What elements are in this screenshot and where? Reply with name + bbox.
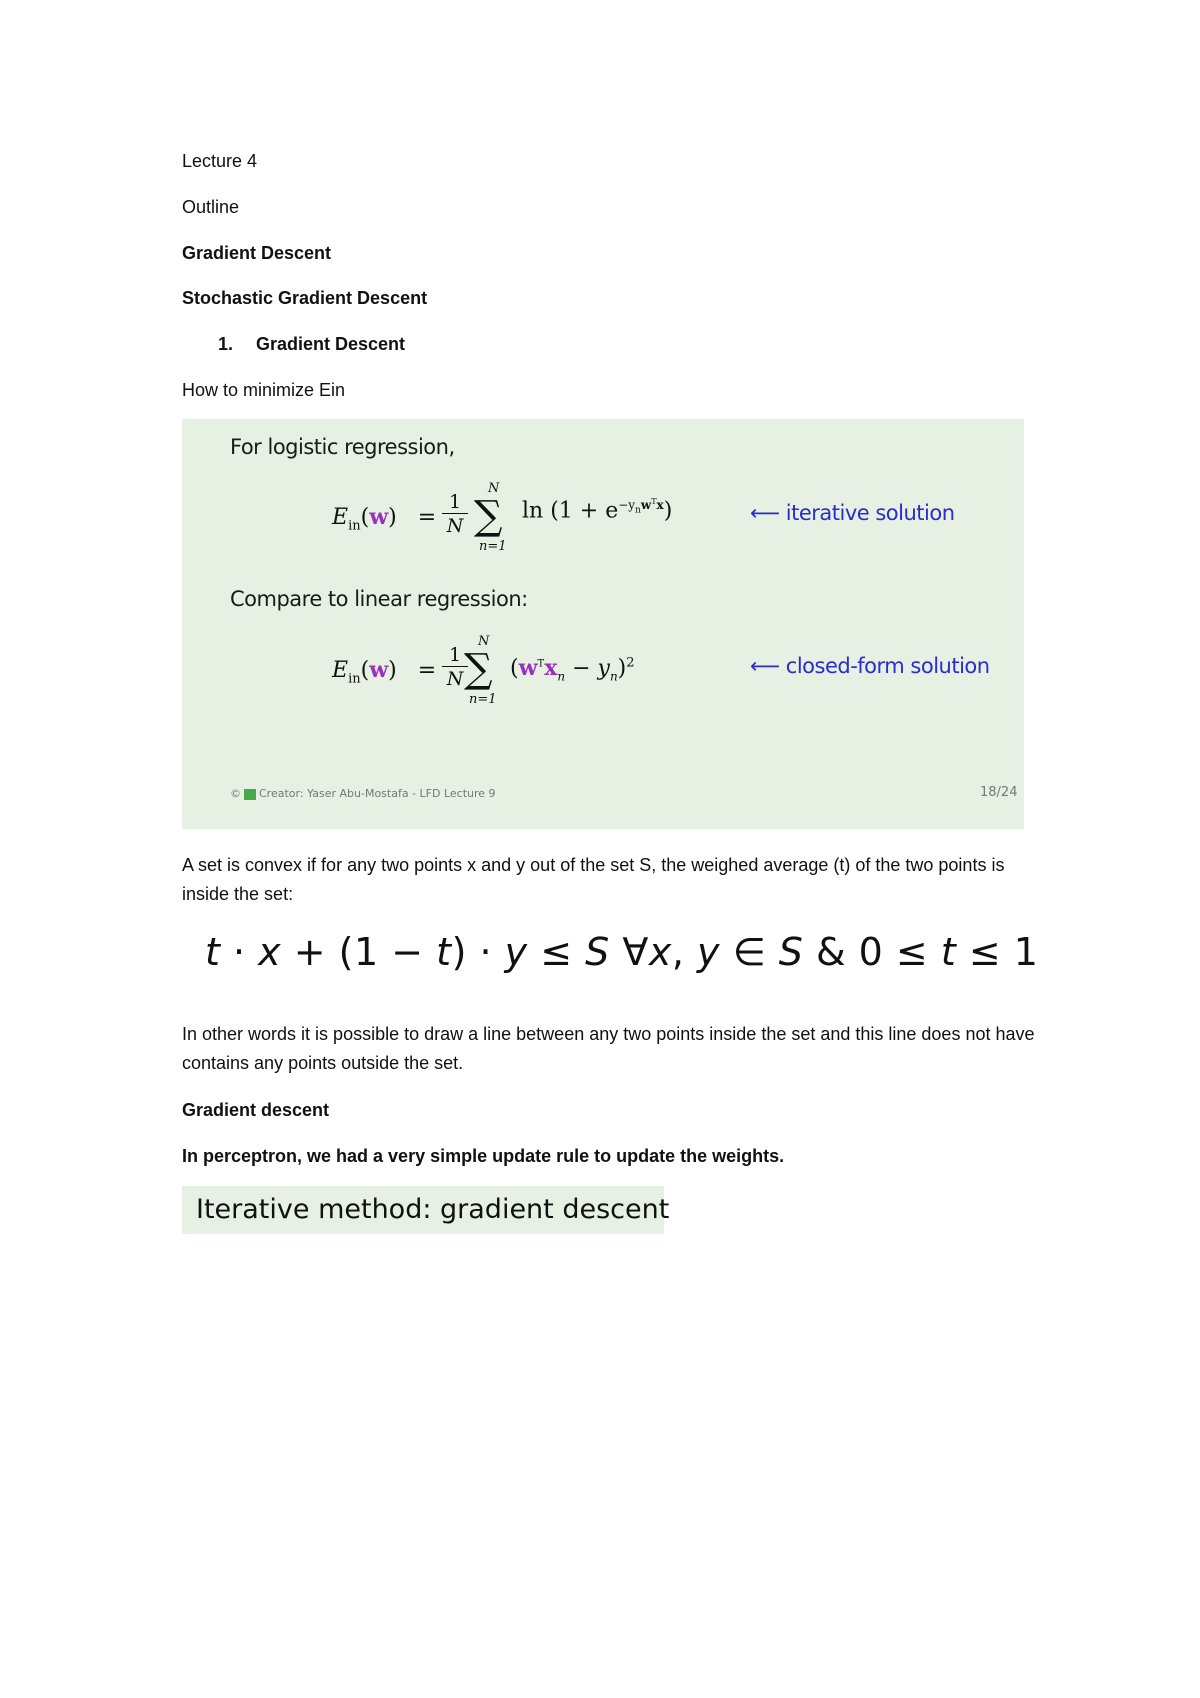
eq1-fraction bbox=[442, 491, 468, 538]
f-S2: S bbox=[778, 930, 804, 974]
f-t1: t bbox=[205, 930, 221, 974]
eq2-rhs bbox=[510, 655, 635, 683]
f-forall: ∀ bbox=[609, 930, 649, 974]
f-in: ∈ bbox=[720, 930, 779, 974]
slide-closed-form-note: ⟵ closed-form solution bbox=[750, 654, 990, 678]
eq1-sum-upper: N bbox=[488, 481, 500, 496]
f-t3: t bbox=[940, 930, 957, 974]
lecture-slide-image bbox=[182, 419, 1024, 829]
f-x1: x bbox=[258, 930, 282, 974]
eq1-sum-lower: n=1 bbox=[479, 539, 507, 554]
eq2-w: w bbox=[369, 657, 389, 683]
eq2-frac-den: N bbox=[446, 668, 464, 690]
eq2-E: E bbox=[332, 658, 349, 683]
slide-logistic-heading: For logistic regression, bbox=[230, 435, 455, 459]
eq1-w: w bbox=[369, 504, 389, 530]
eq2-rhs-w: w bbox=[518, 655, 538, 681]
f-plus: + (1 − bbox=[281, 930, 437, 974]
eq2-equals: = bbox=[417, 658, 437, 683]
outline-item-gradient-descent: Gradient Descent bbox=[182, 243, 332, 263]
f-x2: x bbox=[648, 930, 672, 974]
other-words-paragraph: In other words it is possible to draw a line between any two points inside the set and this line does not have contains any points outside the set. bbox=[182, 1024, 1035, 1073]
lfd-logo-icon bbox=[244, 789, 256, 800]
f-dot: · bbox=[220, 930, 259, 974]
slide-footer bbox=[230, 787, 496, 800]
eq2-sigma: ∑ bbox=[464, 646, 493, 692]
f-close: ) · bbox=[451, 930, 505, 974]
question-line: How to minimize Ein bbox=[182, 380, 346, 400]
f-t2: t bbox=[436, 930, 452, 974]
slide-footer-credit: Creator: Yaser Abu-Mostafa - LFD Lecture 9 bbox=[259, 787, 496, 800]
slide-iterative-note: ⟵ iterative solution bbox=[750, 501, 955, 525]
eq2-sub: in bbox=[348, 671, 361, 687]
f-S1: S bbox=[585, 930, 610, 974]
eq1-ln: ln (1 + e bbox=[522, 498, 619, 524]
eq1-exp-n: n bbox=[635, 505, 641, 516]
eq2-rhs-yn: n bbox=[609, 669, 618, 684]
section-number: 1. bbox=[218, 334, 234, 354]
slide-page-counter: 18/24 bbox=[980, 785, 1018, 800]
eq1-exp-x: x bbox=[656, 498, 664, 512]
iterative-method-title: Iterative method: gradient descent bbox=[196, 1194, 670, 1225]
eq2-sum-lower: n=1 bbox=[469, 692, 497, 707]
eq2-square: 2 bbox=[626, 655, 635, 671]
outline-item-sgd: Stochastic Gradient Descent bbox=[182, 288, 428, 308]
convexity-formula bbox=[205, 930, 1038, 974]
copyright-icon: © bbox=[230, 787, 241, 800]
eq1-rhs bbox=[522, 497, 672, 523]
eq1-frac-den: N bbox=[446, 515, 464, 537]
f-y2: y bbox=[697, 930, 720, 974]
eq1-equals: = bbox=[417, 505, 437, 530]
convex-definition-paragraph: A set is convex if for any two points x and y out of the set S, the weighed average (t) of the two points is inside the set: bbox=[182, 855, 1005, 904]
eq2-close: ) bbox=[617, 656, 627, 681]
eq1-lhs: $E_{in}(w)$ = bbox=[332, 504, 437, 534]
eq1-sigma: ∑ bbox=[474, 493, 503, 539]
eq1-E: E bbox=[332, 505, 349, 530]
numbered-section-heading bbox=[218, 333, 405, 355]
eq2-rhs-rest: − y bbox=[565, 656, 610, 681]
f-leq2: ≤ 1 bbox=[956, 930, 1039, 974]
section-title: Gradient Descent bbox=[256, 334, 406, 354]
eq1-exp-T: T bbox=[651, 497, 657, 506]
f-comma: , bbox=[671, 930, 697, 974]
outline-heading: Outline bbox=[182, 197, 240, 217]
eq2-frac-num: 1 bbox=[442, 644, 468, 667]
eq1-sub: in bbox=[348, 518, 361, 534]
gradient-descent-heading: Gradient descent bbox=[182, 1100, 330, 1120]
eq2-rhs-x: x bbox=[544, 655, 558, 681]
perceptron-line: In perceptron, we had a very simple update rule to update the weights. bbox=[182, 1146, 785, 1166]
eq1-close: ) bbox=[663, 498, 673, 524]
eq2-sum-upper: N bbox=[478, 634, 490, 649]
eq2-lhs: $E_{in}(w)$ = bbox=[332, 657, 437, 687]
slide-linear-heading: Compare to linear regression: bbox=[230, 587, 528, 611]
iterative-method-slide-image bbox=[182, 1186, 670, 1234]
f-y1: y bbox=[504, 930, 528, 974]
lecture-title: Lecture 4 bbox=[182, 151, 258, 171]
eq1-exp: −y bbox=[618, 498, 636, 512]
eq1-frac-num: 1 bbox=[442, 491, 468, 514]
eq1-exp-w: w bbox=[640, 498, 652, 512]
f-amp: & 0 ≤ bbox=[803, 930, 941, 974]
eq2-open: ( bbox=[510, 656, 519, 681]
eq2-rhs-xn: n bbox=[557, 669, 566, 684]
eq2-rhs-T: T bbox=[537, 658, 545, 670]
f-leq1: ≤ bbox=[527, 930, 586, 974]
